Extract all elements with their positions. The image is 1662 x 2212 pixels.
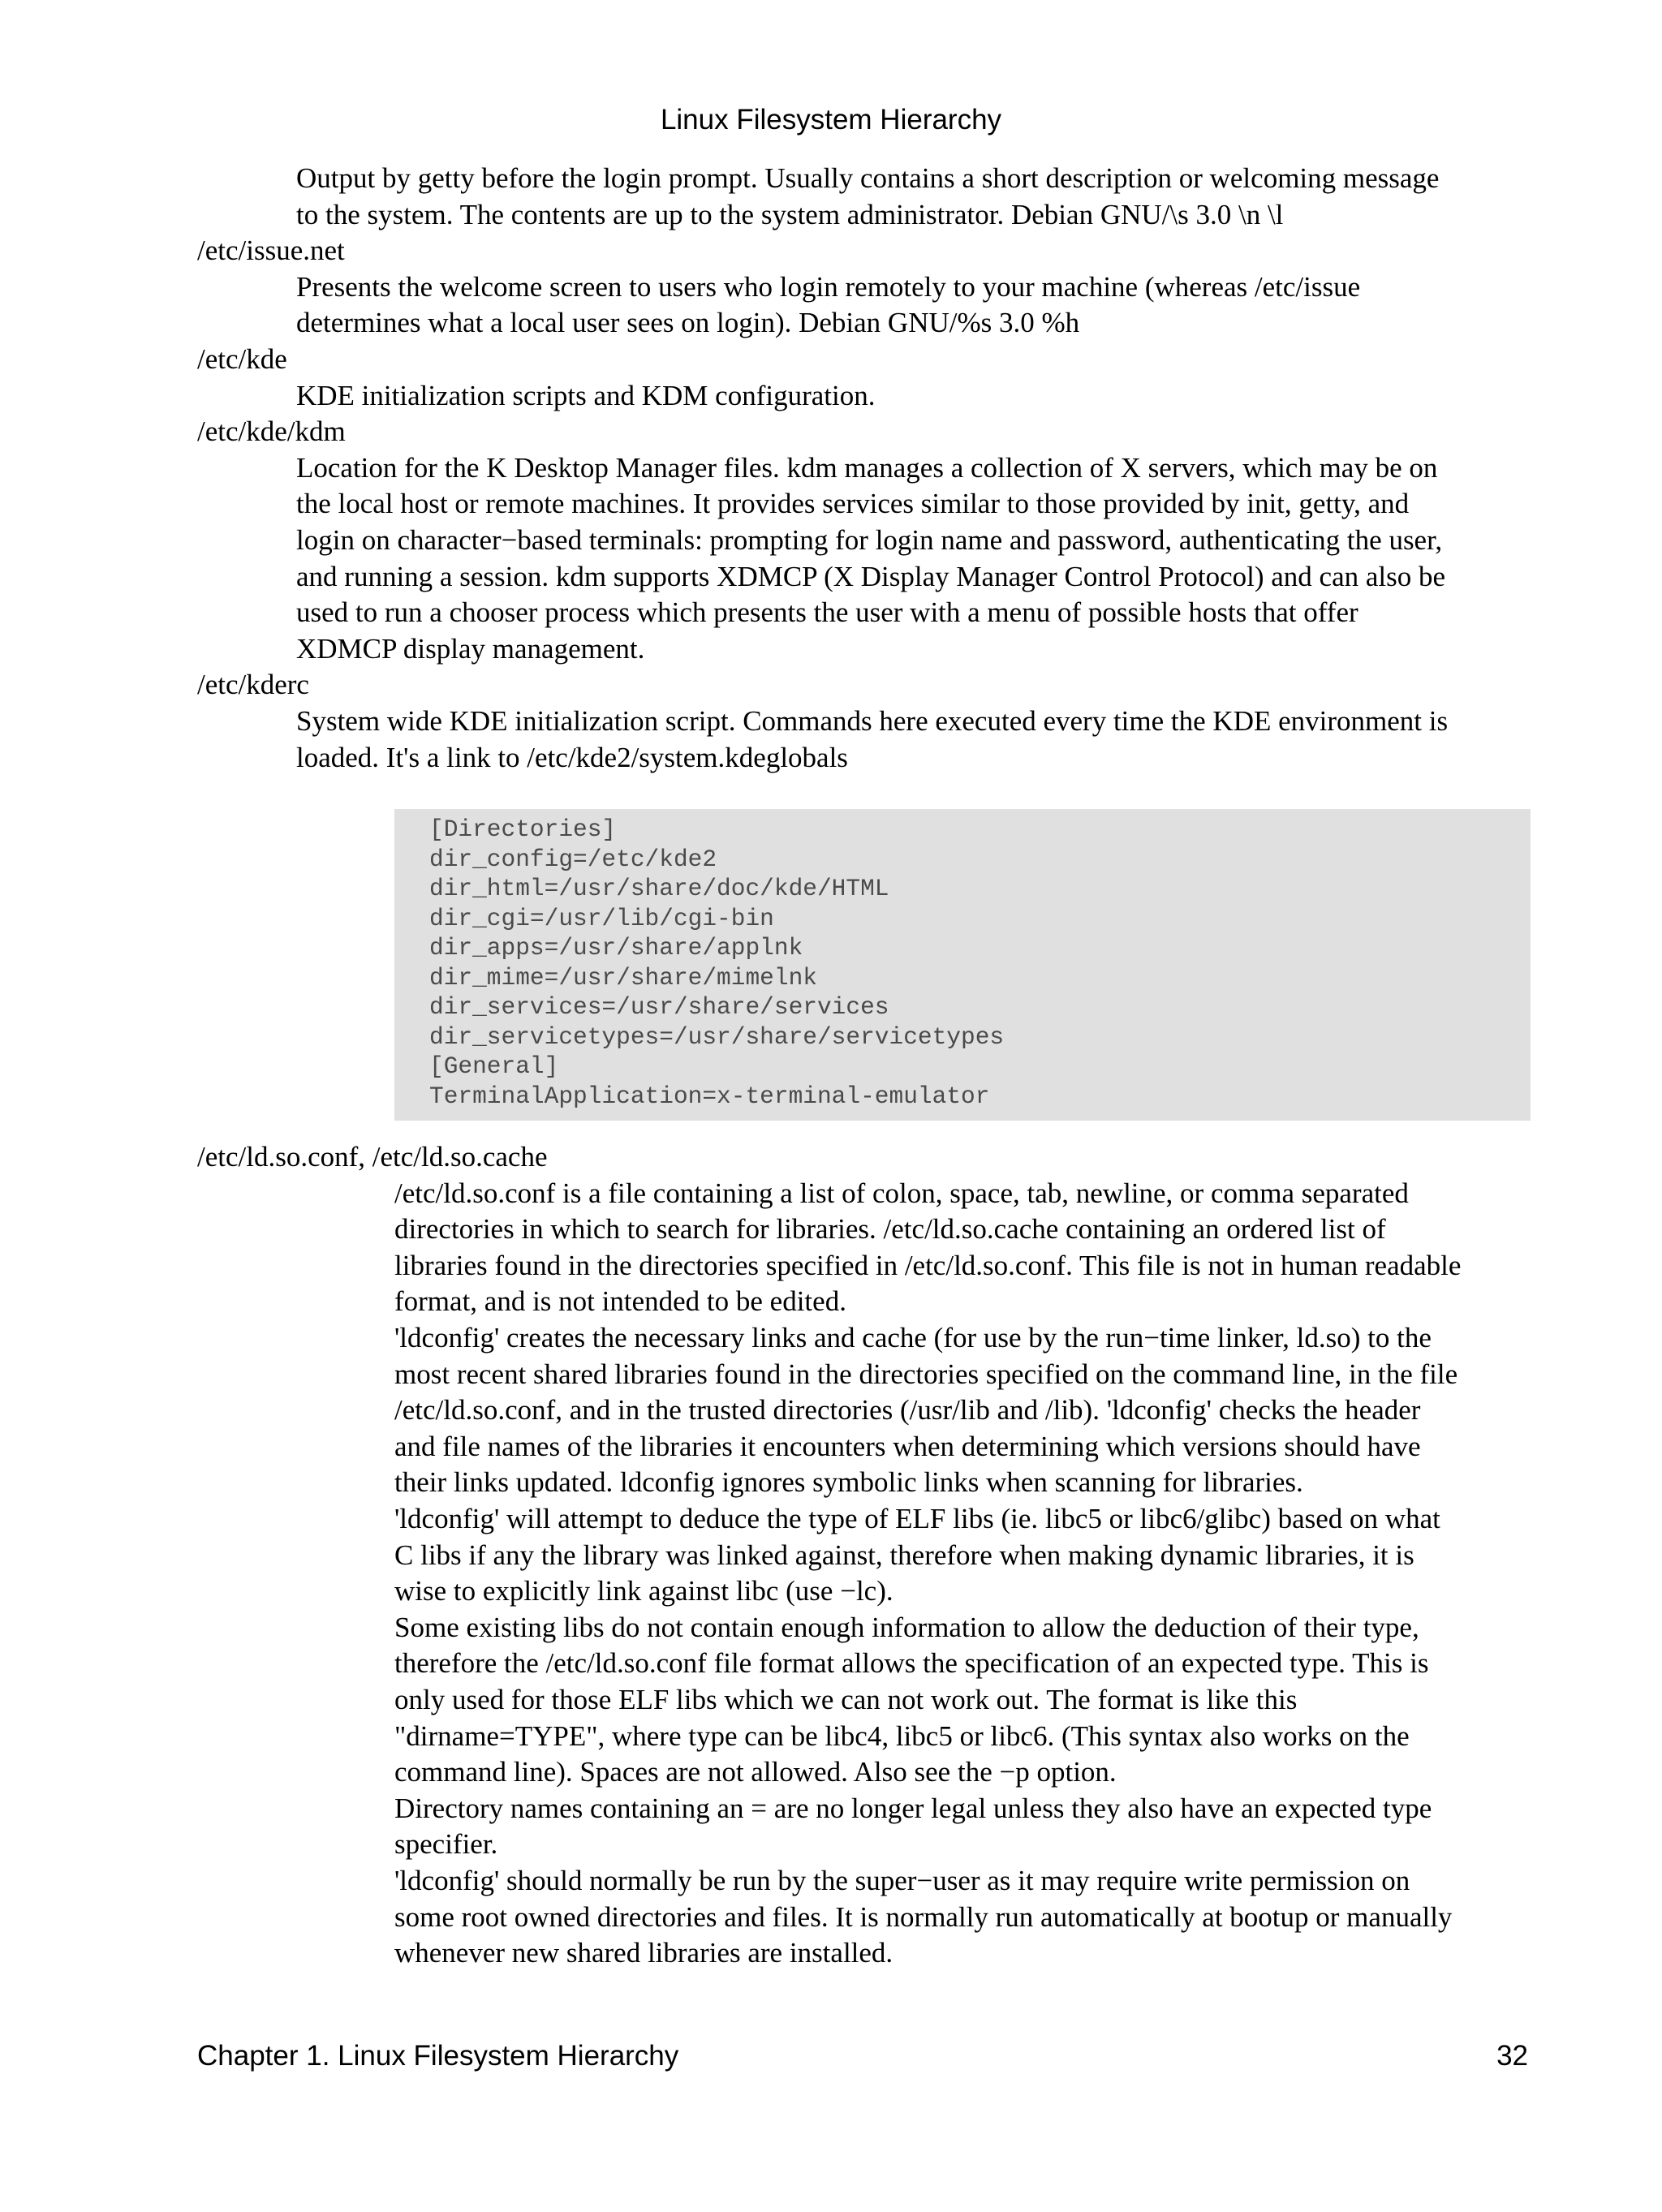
code-line: dir_servicetypes=/usr/share/servicetypes	[429, 1022, 1005, 1051]
text-line: used to run a chooser process which presents the user with a menu of possible hosts that offer	[296, 596, 1358, 629]
code-line: dir_mime=/usr/share/mimelnk	[429, 963, 817, 992]
text-line: and file names of the libraries it encounters when determining which versions should have	[394, 1430, 1421, 1462]
text-line: 'ldconfig' will attempt to deduce the type of ELF libs (ie. libc5 or libc6/glibc) based on what	[394, 1503, 1440, 1535]
term-kdm: /etc/kde/kdm	[197, 415, 346, 448]
text-line: most recent shared libraries found in the directories specified on the command line, in the file	[394, 1358, 1458, 1390]
term-ld-so-conf: /etc/ld.so.conf, /etc/ld.so.cache	[197, 1141, 548, 1173]
term-kderc: /etc/kderc	[197, 669, 309, 701]
text-line: XDMCP display management.	[296, 632, 645, 665]
kde-description	[296, 378, 1536, 415]
issue-description	[296, 161, 1536, 233]
text-line: format, and is not intended to be edited.	[394, 1285, 846, 1318]
text-line: "dirname=TYPE", where type can be libc4, libc5 or libc6. (This syntax also works on the	[394, 1719, 1410, 1752]
text-line: Directory names containing an = are no longer legal unless they also have an expected type	[394, 1792, 1432, 1824]
text-line: Some existing libs do not contain enough information to allow the deduction of their type,	[394, 1611, 1419, 1643]
text-line: to the system. The contents are up to the system administrator. Debian GNU/\s 3.0 \n \l	[296, 198, 1284, 230]
text-line: KDE initialization scripts and KDM configuration.	[296, 379, 876, 411]
code-line: dir_html=/usr/share/doc/kde/HTML	[429, 875, 889, 903]
text-line: some root owned directories and files. It is normally run automatically at bootup or manually	[394, 1900, 1453, 1933]
kderc-code-block	[394, 809, 1531, 1121]
code-line: dir_apps=/usr/share/applnk	[429, 934, 803, 962]
text-line: C libs if any the library was linked against, therefore when making dynamic libraries, it is	[394, 1539, 1414, 1571]
text-line: determines what a local user sees on login). Debian GNU/%s 3.0 %h	[296, 307, 1080, 339]
text-line: Presents the welcome screen to users who login remotely to your machine (whereas /etc/issue	[296, 270, 1361, 303]
text-line: the local host or remote machines. It provides services similar to those provided by init, getty, and	[296, 488, 1410, 520]
code-line: [Directories]	[429, 816, 617, 844]
text-line: 'ldconfig' should normally be run by the super−user as it may require write permission on	[394, 1864, 1410, 1896]
term-issue-net: /etc/issue.net	[197, 235, 345, 267]
text-line: libraries found in the directories specified in /etc/ld.so.conf. This file is not in human readable	[394, 1249, 1462, 1281]
text-line: specifier.	[394, 1828, 498, 1861]
text-line: /etc/ld.so.conf, and in the trusted directories (/usr/lib and /lib). 'ldconfig' checks the header	[394, 1394, 1421, 1427]
footer-page-number: 32	[1496, 2040, 1528, 2072]
running-header: Linux Filesystem Hierarchy	[660, 104, 1002, 136]
text-line: 'ldconfig' creates the necessary links and cache (for use by the run−time linker, ld.so) to the	[394, 1322, 1432, 1354]
text-line: their links updated. ldconfig ignores symbolic links when scanning for libraries.	[394, 1466, 1303, 1499]
issue-net-description	[296, 269, 1536, 342]
ld-so-conf-description	[394, 1176, 1536, 1972]
kderc-description	[296, 704, 1536, 776]
term-kde: /etc/kde	[197, 342, 287, 375]
text-line: wise to explicitly link against libc (use −lc).	[394, 1575, 893, 1607]
code-line: dir_cgi=/usr/lib/cgi-bin	[429, 904, 774, 932]
page-content	[197, 161, 1536, 1972]
text-line: only used for those ELF libs which we can not work out. The format is like this	[394, 1684, 1298, 1715]
kdm-description	[296, 450, 1536, 668]
text-line: directories in which to search for libraries. /etc/ld.so.cache containing an ordered list of	[394, 1213, 1386, 1246]
text-line: login on character−based terminals: prompting for login name and password, authenticating the user,	[296, 523, 1443, 556]
text-line: loaded. It's a link to /etc/kde2/system.kdeglobals	[296, 741, 848, 773]
text-line: command line). Spaces are not allowed. Also see the −p option.	[394, 1756, 1117, 1788]
code-line: dir_config=/etc/kde2	[429, 845, 717, 873]
text-line: Output by getty before the login prompt. Usually contains a short description or welcoming message	[296, 162, 1440, 194]
text-line: and running a session. kdm supports XDMCP (X Display Manager Control Protocol) and can also be	[296, 560, 1446, 592]
code-line: TerminalApplication=x-terminal-emulator	[429, 1082, 990, 1110]
text-line: /etc/ld.so.conf is a file containing a list of colon, space, tab, newline, or comma separated	[394, 1177, 1409, 1209]
footer-chapter-title: Chapter 1. Linux Filesystem Hierarchy	[197, 2040, 679, 2072]
text-line: whenever new shared libraries are installed.	[394, 1937, 893, 1969]
code-line: dir_services=/usr/share/services	[429, 993, 889, 1022]
text-line: therefore the /etc/ld.so.conf file format allows the specification of an expected type. This is	[394, 1647, 1429, 1680]
code-line: [General]	[429, 1052, 559, 1081]
text-line: System wide KDE initialization script. Commands here executed every time the KDE environment is	[296, 704, 1449, 737]
text-line: Location for the K Desktop Manager files. kdm manages a collection of X servers, which may be on	[296, 451, 1438, 484]
